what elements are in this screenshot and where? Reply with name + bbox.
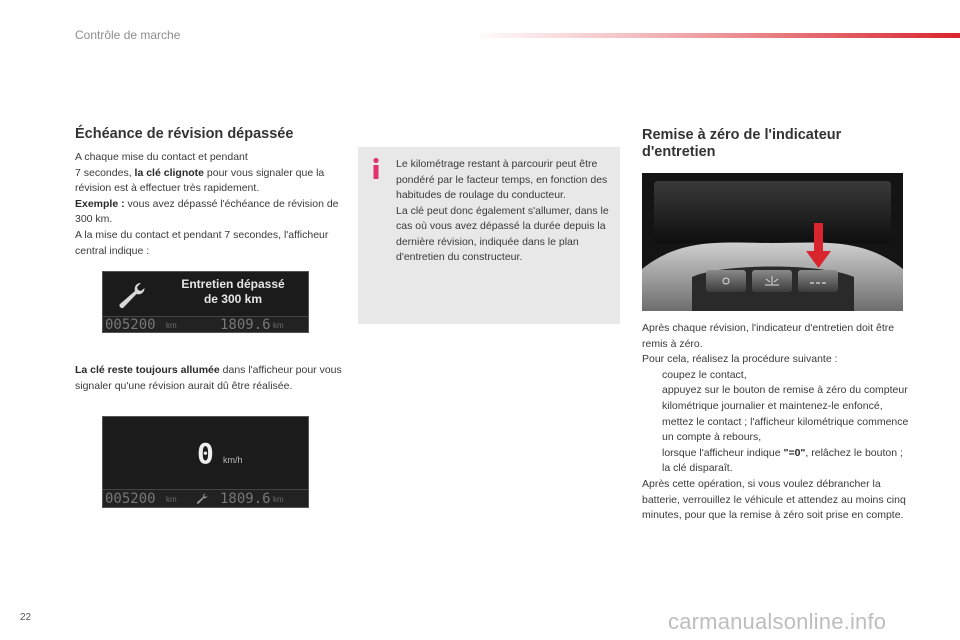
right-paragraph	[642, 321, 912, 524]
header-title: Contrôle de marche	[75, 28, 181, 42]
odometer-unit: km	[166, 321, 177, 330]
list-item: mettez le contact ; l'afficheur kilométrique commence un compte à rebours,	[662, 415, 909, 444]
left-paragraph-1: A chaque mise du contact et pendant 7 secondes, la clé clignote pour vous signaler que la révision est à effectuer très rapidement. Exemple : vous avez dépassé l'échéance de révision de 300 km. A la mise du contact et pendant 7 secondes, l'afficheur central indique :	[75, 151, 339, 257]
watermark: carmanualsonline.info	[668, 609, 887, 634]
info-text-2: La clé peut donc également s'allumer, dans le cas où vous avez dépassé la durée depuis la dernière révision, indiquée dans le plan d'entretien du constructeur.	[396, 204, 609, 263]
list-item: coupez le contact,	[662, 368, 747, 381]
list-item: appuyez sur le bouton de remise à zéro du compteur kilométrique journalier et maintenez-le enfoncé,	[662, 384, 908, 412]
intro-text-1: Après chaque révision, l'indicateur d'entretien doit être remis à zéro.	[642, 322, 895, 350]
list-item: lorsque l'afficheur indique "=0", relâchez le bouton ; la clé disparaît.	[662, 446, 903, 475]
wrench-icon	[115, 280, 149, 310]
display-message-line2: de 300 km	[203, 292, 263, 306]
instrument-display-overdue	[102, 271, 309, 333]
info-box	[358, 147, 620, 324]
dashboard-buttons-illustration	[642, 173, 903, 311]
procedure-steps	[642, 368, 912, 477]
odometer-unit: km	[166, 495, 177, 504]
odometer-digits: 005200	[105, 491, 156, 507]
odometer-digits: 005200	[105, 317, 156, 333]
info-text-1: Le kilométrage restant à parcourir peut être pondéré par le facteur temps, en fonction des habitudes de roulage du conducteur.	[396, 158, 608, 201]
page-number: 22	[20, 612, 32, 623]
right-section-title: Remise à zéro de l'indicateur d'entretien	[642, 127, 842, 160]
wrench-icon	[195, 492, 209, 505]
info-icon	[369, 157, 383, 181]
speed-unit: km/h	[223, 455, 243, 465]
trip-digits: 1809.6	[220, 491, 271, 507]
trip-unit: km	[273, 321, 284, 330]
instrument-display-speed	[102, 416, 309, 508]
outro-text: Après cette opération, si vous voulez débrancher la batterie, verrouillez le véhicule et attendez au moins cinq minutes, pour que la remise à zéro soit prise en compte.	[642, 477, 906, 522]
trip-unit: km	[273, 495, 284, 504]
left-section-title: Échéance de révision dépassée	[75, 126, 294, 142]
display-message-line1: Entretien dépassé	[181, 277, 285, 291]
speed-value: 0	[197, 437, 214, 470]
left-paragraph-2: La clé reste toujours allumée dans l'afficheur pour vous signaler qu'une révision aurait dû être réalisée.	[75, 364, 342, 392]
trip-digits: 1809.6	[220, 317, 271, 333]
header-accent-bar	[470, 33, 960, 38]
intro-text-2: Pour cela, réalisez la procédure suivante :	[642, 353, 838, 366]
dashboard-photo	[642, 173, 903, 311]
